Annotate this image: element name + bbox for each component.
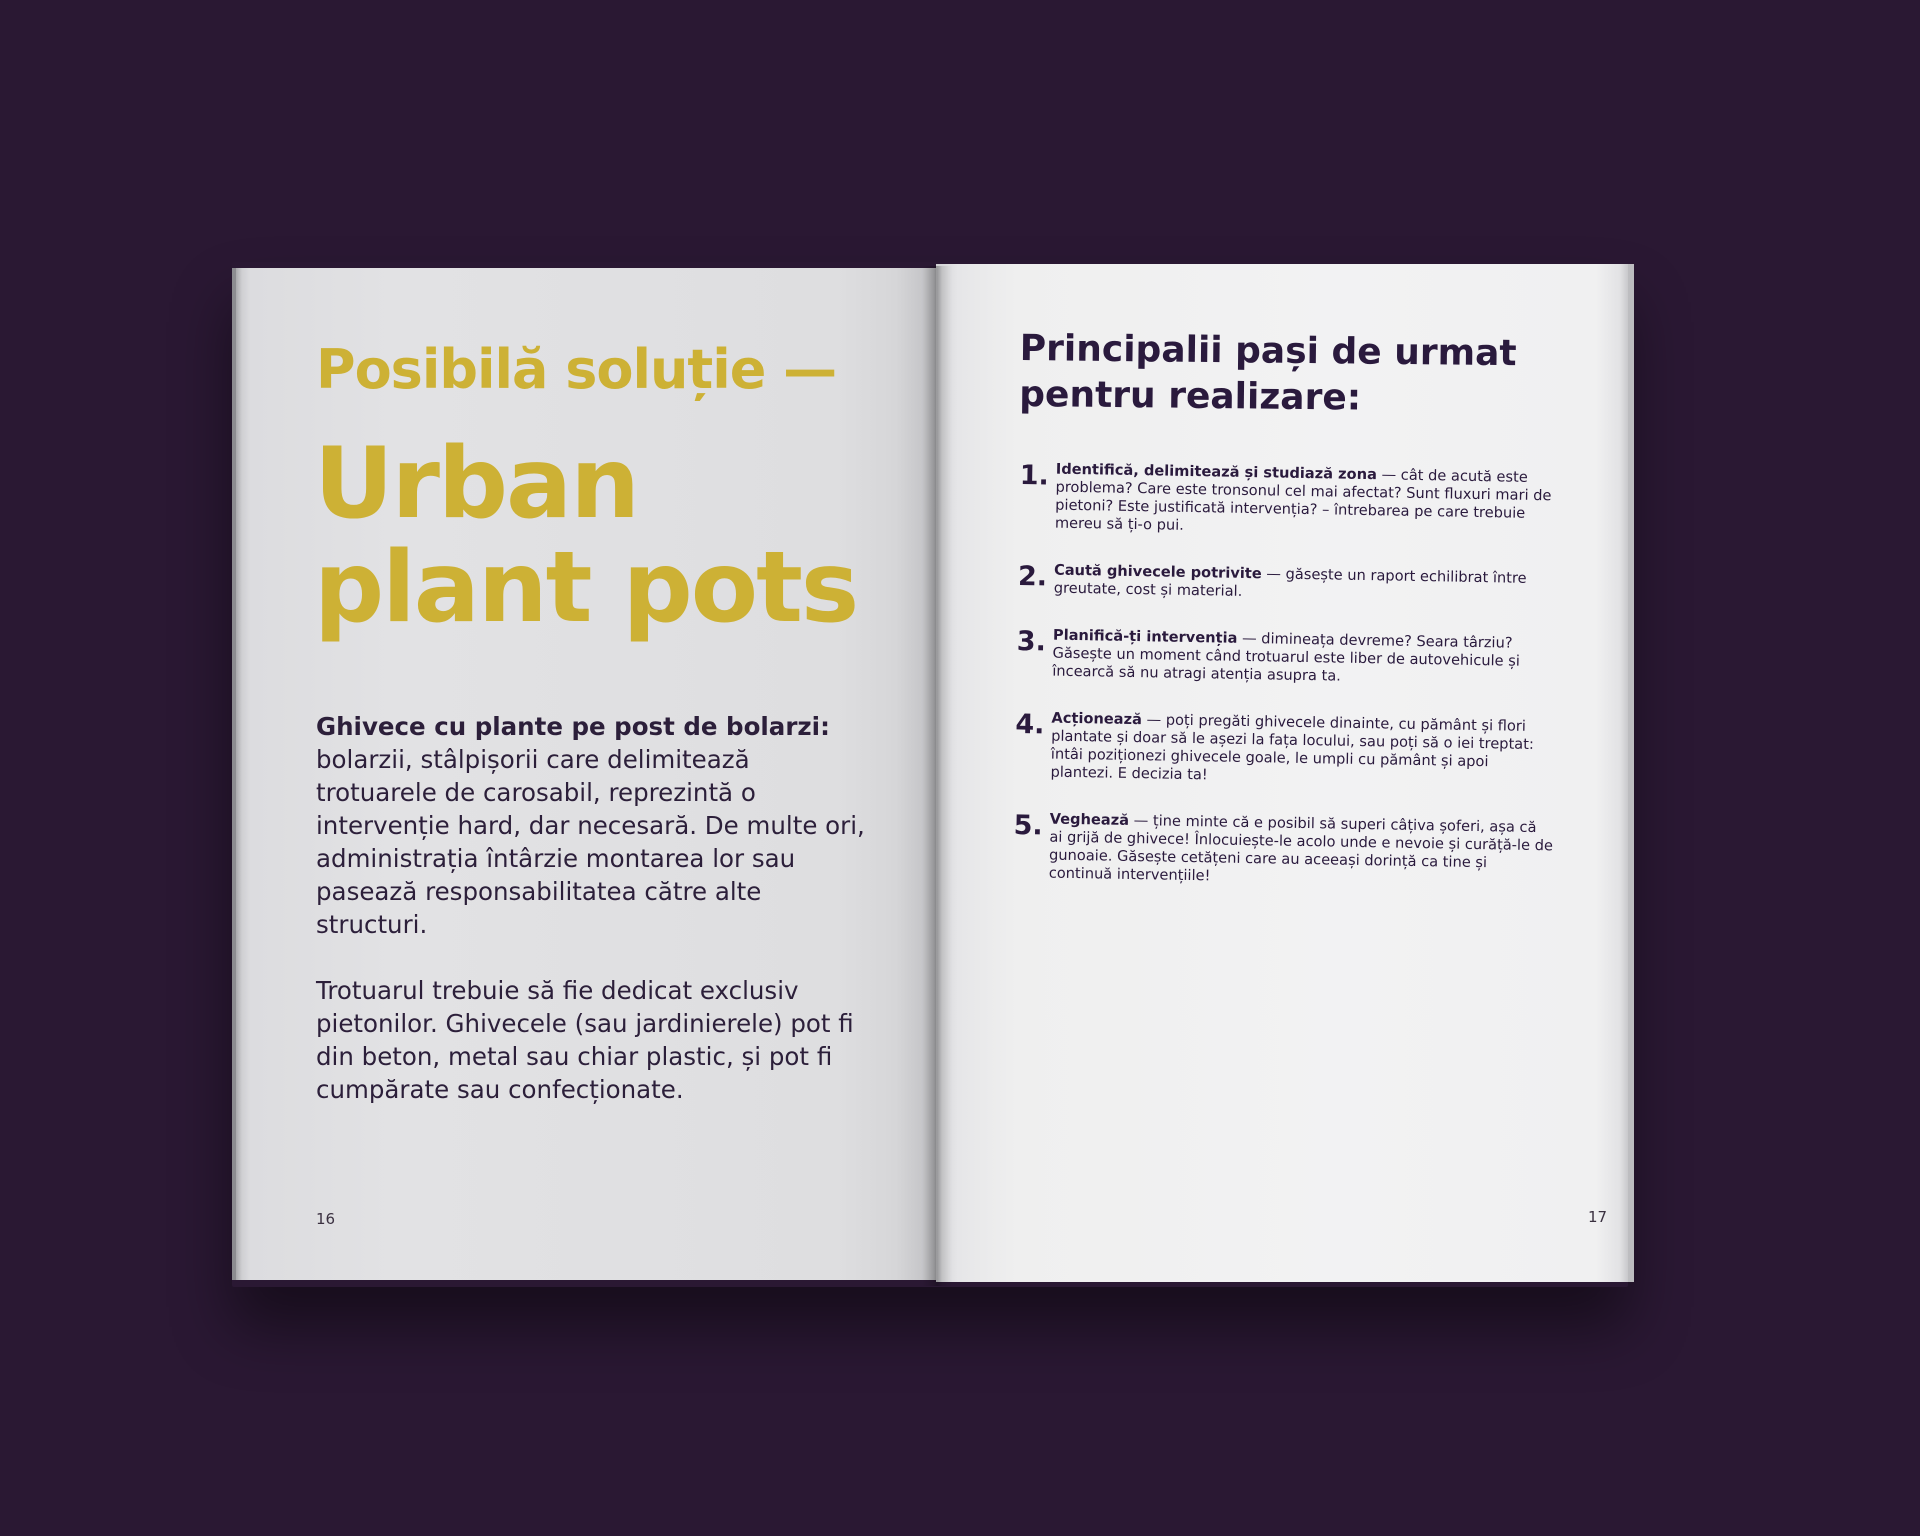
step-number: 1. [1019,460,1050,492]
left-page-title [314,427,874,645]
step-text: — ține minte că e posibil să superi câțiva șoferi, așa că ai grijă de ghivece! Înlocuiește-le acolo unde e nevoie și curăță-le de gunoaie. Găsește cetățeni care au aceeași dorință ca tine și continuă intervențiile! [1048,811,1554,885]
step-heading: Caută ghivecele potrivite [1053,561,1262,583]
right-page [936,264,1634,1282]
paragraph-2: Trotuarul trebuie să fie dedicat exclusiv pietonilor. Ghivecele (sau jardinierele) pot fi din beton, metal sau chiar plastic, și pot fi cumpărate sau confecționate. [316,976,854,1104]
step-item [1019,460,1560,541]
step-text: — cât de acută este problema? Care este tronsonul cel mai afectat? Sunt fluxuri mari de pietoni? Este justificată intervenția? – întrebarea pe care trebuie mereu să ți-o pui. [1054,466,1552,534]
step-item [1018,561,1559,606]
right-title-line-1: Principalii pași de urmat [1019,327,1517,375]
step-number: 2. [1017,560,1048,593]
left-page-kicker: Posibilă soluție — [316,338,837,401]
step-number: 4. [1015,708,1045,741]
step-heading: Identifică, delimitează și studiază zona [1055,460,1378,484]
step-item [1016,626,1557,689]
page-number-right: 17 [1588,1208,1608,1226]
step-number: 3. [1016,625,1047,658]
left-page [232,268,936,1280]
step-text: — dimineața devreme? Seara târziu? Găsește un moment când trotuarul este liber de autovehicule și încearcă să nu atragi atenția asupra ta. [1052,629,1521,685]
page-number-left: 16 [316,1210,336,1228]
title-line-2: plant pots [314,531,858,645]
step-heading: Planifică-ți intervenția [1052,626,1238,647]
spine-gutter [922,266,952,1286]
step-heading: Veghează [1049,810,1130,829]
steps-list [1012,460,1560,920]
title-line-1: Urban [314,427,638,541]
right-page-title [1019,326,1580,424]
paragraph-1-bold: Ghivece cu plante pe post de bolarzi: [316,712,830,741]
step-text: — găsește un raport echilibrat între greutate, cost și material. [1053,565,1527,600]
step-heading: Acționează [1051,709,1143,729]
step-item [1013,810,1554,891]
booklet-spread [232,262,1628,1287]
paragraph-1 [316,710,876,941]
step-text: — poți pregăti ghivecele dinainte, cu pământ și flori plantate și doar să le așezi la fața locului, sau poți să o iei treptat: întâi poziționezi ghivecele goale, le umpli cu pământ și apoi plantezi. E decizia ta! [1050,711,1534,784]
right-title-line-2: pentru realizare: [1019,373,1362,419]
paragraph-1-text: bolarzii, stâlpișorii care delimitează trotuarele de carosabil, reprezintă o intervenție hard, dar necesară. De multe ori, administrația întârzie montarea lor sau pasează responsabilitatea către alte structuri. [316,745,865,939]
step-number: 5. [1013,809,1043,842]
step-item [1014,709,1555,790]
